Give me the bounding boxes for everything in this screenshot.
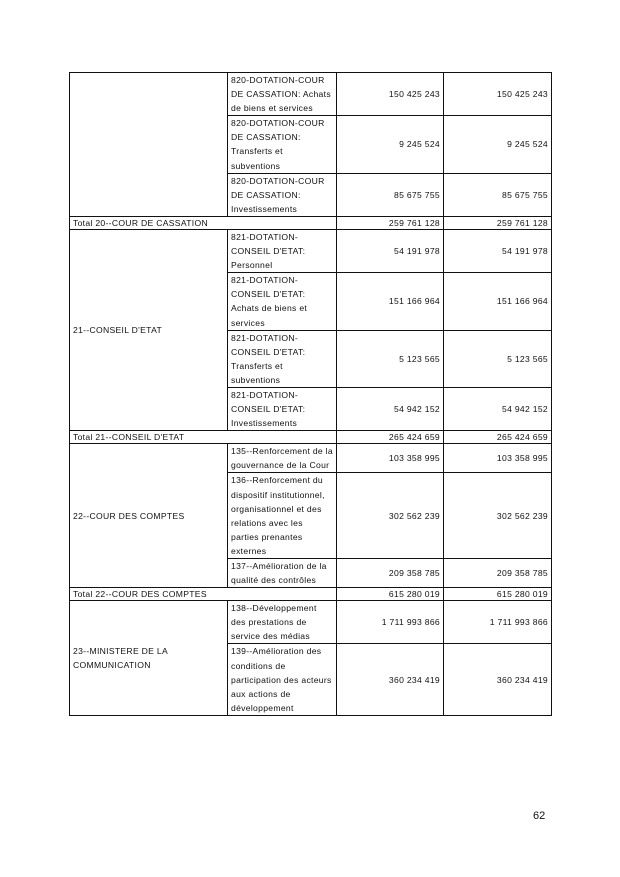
amount-cp-cell: 150 425 243 — [444, 73, 552, 116]
total-label: Total 21--CONSEIL D'ETAT — [70, 431, 337, 444]
total-cp-cell: 265 424 659 — [444, 431, 552, 444]
program-cell: 139--Amélioration des conditions de participation des acteurs aux actions de développement — [228, 644, 337, 715]
total-ae-cell: 615 280 019 — [337, 588, 444, 601]
table-row — [70, 444, 552, 473]
amount-ae-cell: 150 425 243 — [337, 73, 444, 116]
total-row — [70, 431, 552, 444]
program-cell: 138--Développement des prestations de service des médias — [228, 601, 337, 644]
amount-ae-cell: 209 358 785 — [337, 559, 444, 588]
section-cell: 22--COUR DES COMPTES — [70, 444, 228, 588]
page-number: 62 — [533, 810, 546, 822]
amount-ae-cell: 54 942 152 — [337, 387, 444, 430]
amount-ae-cell: 9 245 524 — [337, 116, 444, 173]
program-cell: 821-DOTATION-CONSEIL D'ETAT: Investissements — [228, 387, 337, 430]
amount-cp-cell: 54 942 152 — [444, 387, 552, 430]
amount-ae-cell: 85 675 755 — [337, 173, 444, 216]
program-cell: 821-DOTATION-CONSEIL D'ETAT: Personnel — [228, 229, 337, 272]
total-ae-cell: 259 761 128 — [337, 216, 444, 229]
amount-cp-cell: 151 166 964 — [444, 273, 552, 330]
amount-ae-cell: 360 234 419 — [337, 644, 444, 715]
amount-cp-cell: 85 675 755 — [444, 173, 552, 216]
program-cell: 136--Renforcement du dispositif institutionnel, organisationnel et des relations avec les parties prenantes externes — [228, 473, 337, 559]
total-row — [70, 216, 552, 229]
amount-cp-cell: 302 562 239 — [444, 473, 552, 559]
section-cell: 23--MINISTERE DE LA COMMUNICATION — [70, 601, 228, 716]
total-cp-cell: 259 761 128 — [444, 216, 552, 229]
amount-cp-cell: 209 358 785 — [444, 559, 552, 588]
table-row — [70, 229, 552, 272]
program-cell: 821-DOTATION-CONSEIL D'ETAT: Transferts et subventions — [228, 330, 337, 387]
amount-ae-cell: 151 166 964 — [337, 273, 444, 330]
table-row — [70, 601, 552, 644]
amount-cp-cell: 1 711 993 866 — [444, 601, 552, 644]
amount-cp-cell: 103 358 995 — [444, 444, 552, 473]
amount-cp-cell: 5 123 565 — [444, 330, 552, 387]
total-cp-cell: 615 280 019 — [444, 588, 552, 601]
program-cell: 820-DOTATION-COUR DE CASSATION: Investissements — [228, 173, 337, 216]
program-cell: 821-DOTATION-CONSEIL D'ETAT: Achats de biens et services — [228, 273, 337, 330]
total-ae-cell: 265 424 659 — [337, 431, 444, 444]
program-cell: 137--Amélioration de la qualité des contrôles — [228, 559, 337, 588]
program-cell: 135--Renforcement de la gouvernance de la Cour — [228, 444, 337, 473]
amount-cp-cell: 54 191 978 — [444, 229, 552, 272]
program-cell: 820-DOTATION-COUR DE CASSATION: Transferts et subventions — [228, 116, 337, 173]
total-row — [70, 588, 552, 601]
budget-table — [69, 72, 552, 716]
amount-ae-cell: 302 562 239 — [337, 473, 444, 559]
total-label: Total 20--COUR DE CASSATION — [70, 216, 337, 229]
amount-ae-cell: 54 191 978 — [337, 229, 444, 272]
table-row — [70, 73, 552, 116]
section-cell: 21--CONSEIL D'ETAT — [70, 229, 228, 430]
program-cell: 820-DOTATION-COUR DE CASSATION: Achats de biens et services — [228, 73, 337, 116]
amount-cp-cell: 360 234 419 — [444, 644, 552, 715]
total-label: Total 22--COUR DES COMPTES — [70, 588, 337, 601]
amount-ae-cell: 103 358 995 — [337, 444, 444, 473]
amount-ae-cell: 1 711 993 866 — [337, 601, 444, 644]
amount-ae-cell: 5 123 565 — [337, 330, 444, 387]
section-cell — [70, 73, 228, 217]
amount-cp-cell: 9 245 524 — [444, 116, 552, 173]
